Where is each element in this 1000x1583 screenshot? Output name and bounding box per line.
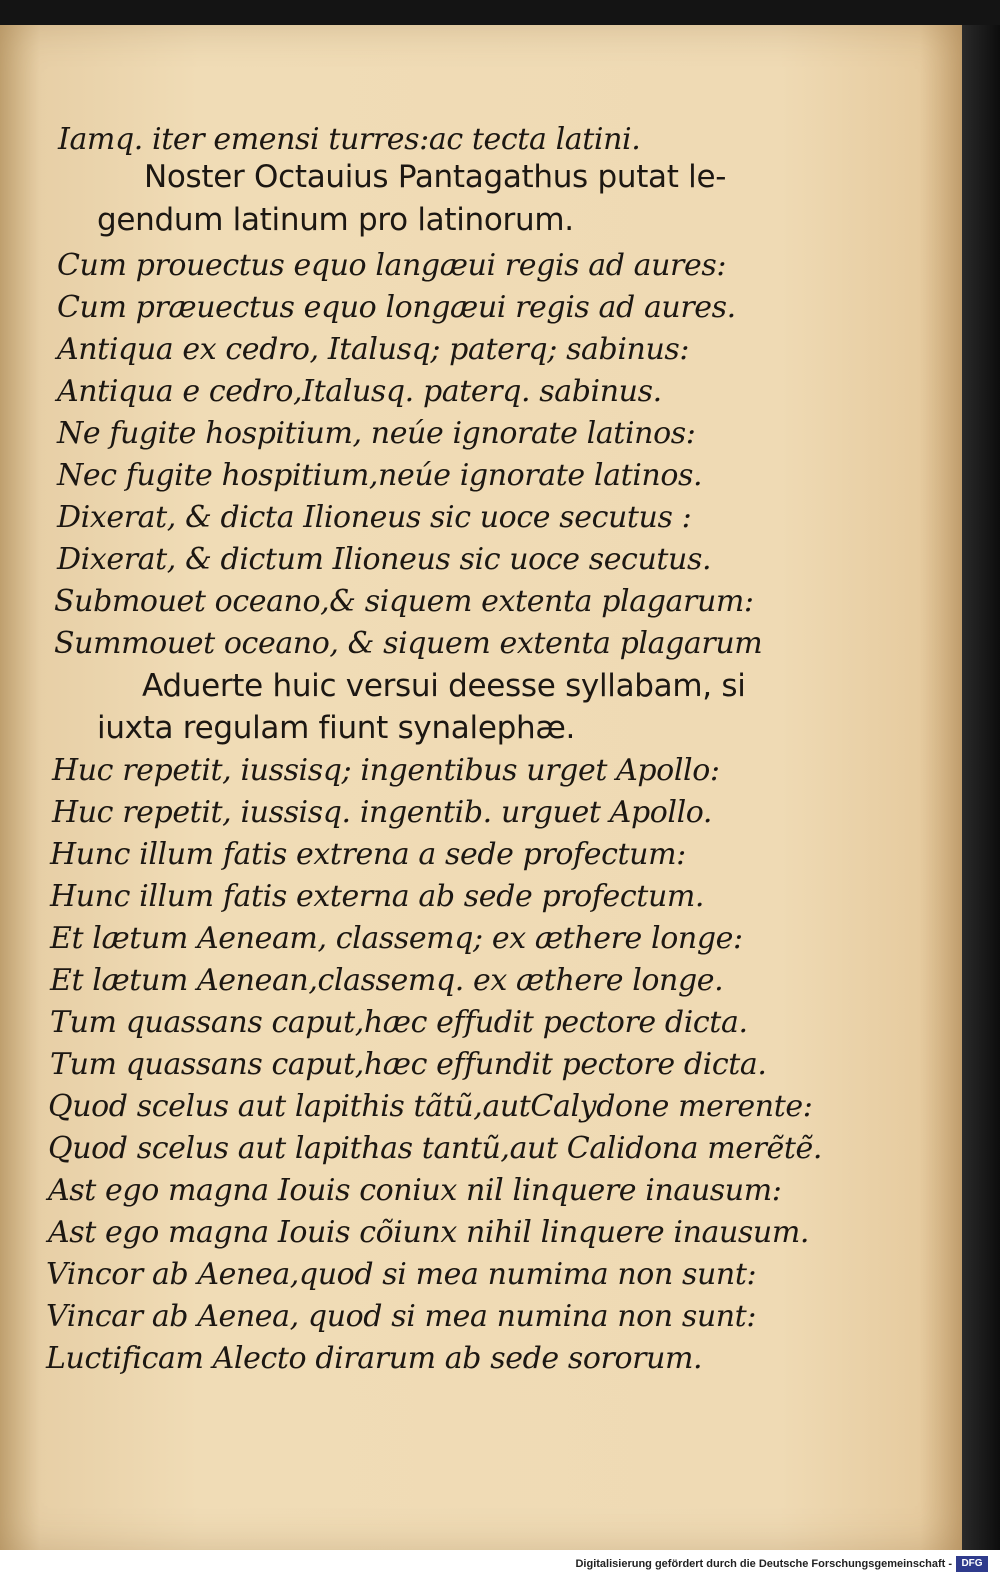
text-line: Vincor ab Aenea,quod si mea numima non sunt: [46, 1257, 757, 1292]
text-line: Dixerat, & dictum Ilioneus sic uoce secutus. [57, 542, 712, 577]
book-page [0, 25, 962, 1550]
dfg-logo-icon: DFG [956, 1556, 988, 1572]
text-line: Antiqua e cedro,Italusq. paterq. sabinus. [57, 374, 662, 409]
text-line: Ast ego magna Iouis coniux nil linquere inausum: [48, 1173, 782, 1208]
scan-background [962, 25, 1000, 1550]
text-line: Et lætum Aeneam, classemq; ex æthere longe: [50, 921, 743, 956]
text-line: Dixerat, & dicta Ilioneus sic uoce secutus : [57, 500, 692, 535]
text-line: Et lætum Aenean,classemq. ex æthere longe. [50, 963, 724, 998]
text-line: Hunc illum fatis extrena a sede profectum: [50, 837, 686, 872]
text-line: Tum quassans caput,hæc effundit pectore dicta. [50, 1047, 767, 1082]
text-block [0, 25, 962, 1550]
text-line: Noster Octauius Pantagathus putat le- [144, 159, 727, 195]
text-line: Vincar ab Aenea, quod si mea numina non sunt: [46, 1299, 757, 1334]
text-line: Tum quassans caput,hæc effudit pectore dicta. [50, 1005, 748, 1040]
text-line: Ne fugite hospitium, neúe ignorate latinos: [57, 416, 696, 451]
text-line: Submouet oceano,& siquem extenta plagarum: [54, 584, 754, 619]
digitization-footer [0, 1550, 1000, 1583]
text-line: iuxta regulam fiunt synalephæ. [97, 710, 576, 746]
text-line: Huc repetit, iussisq. ingentib. urguet Apollo. [52, 795, 713, 830]
text-line: Nec fugite hospitium,neúe ignorate latinos. [57, 458, 703, 493]
text-line: gendum latinum pro latinorum. [97, 202, 574, 238]
text-line: Summouet oceano, & siquem extenta plagarum [54, 626, 763, 661]
footer-credit: Digitalisierung gefördert durch die Deutsche Forschungsgemeinschaft - [575, 1558, 952, 1570]
text-line: Quod scelus aut lapithis tãtũ,autCalydone merente: [48, 1089, 813, 1124]
text-line: Ast ego magna Iouis cõiunx nihil linquere inausum. [48, 1215, 810, 1250]
text-line: Luctificam Alecto dirarum ab sede sororum. [46, 1341, 703, 1376]
text-line: Cum prouectus equo langæui regis ad aures: [57, 248, 727, 283]
text-line: Aduerte huic versui deesse syllabam, si [142, 668, 746, 704]
text-line: Quod scelus aut lapithas tantũ,aut Calidona merẽtẽ. [48, 1131, 823, 1166]
text-line: Huc repetit, iussisq; ingentibus urget Apollo: [52, 753, 720, 788]
text-line: Hunc illum fatis externa ab sede profectum. [50, 879, 705, 914]
text-line: Cum præuectus equo longæui regis ad aures. [57, 290, 736, 325]
text-line: Iamq. iter emensi turres:ac tecta latini. [58, 122, 641, 157]
text-line: Antiqua ex cedro, Italusq; paterq; sabinus: [57, 332, 690, 367]
